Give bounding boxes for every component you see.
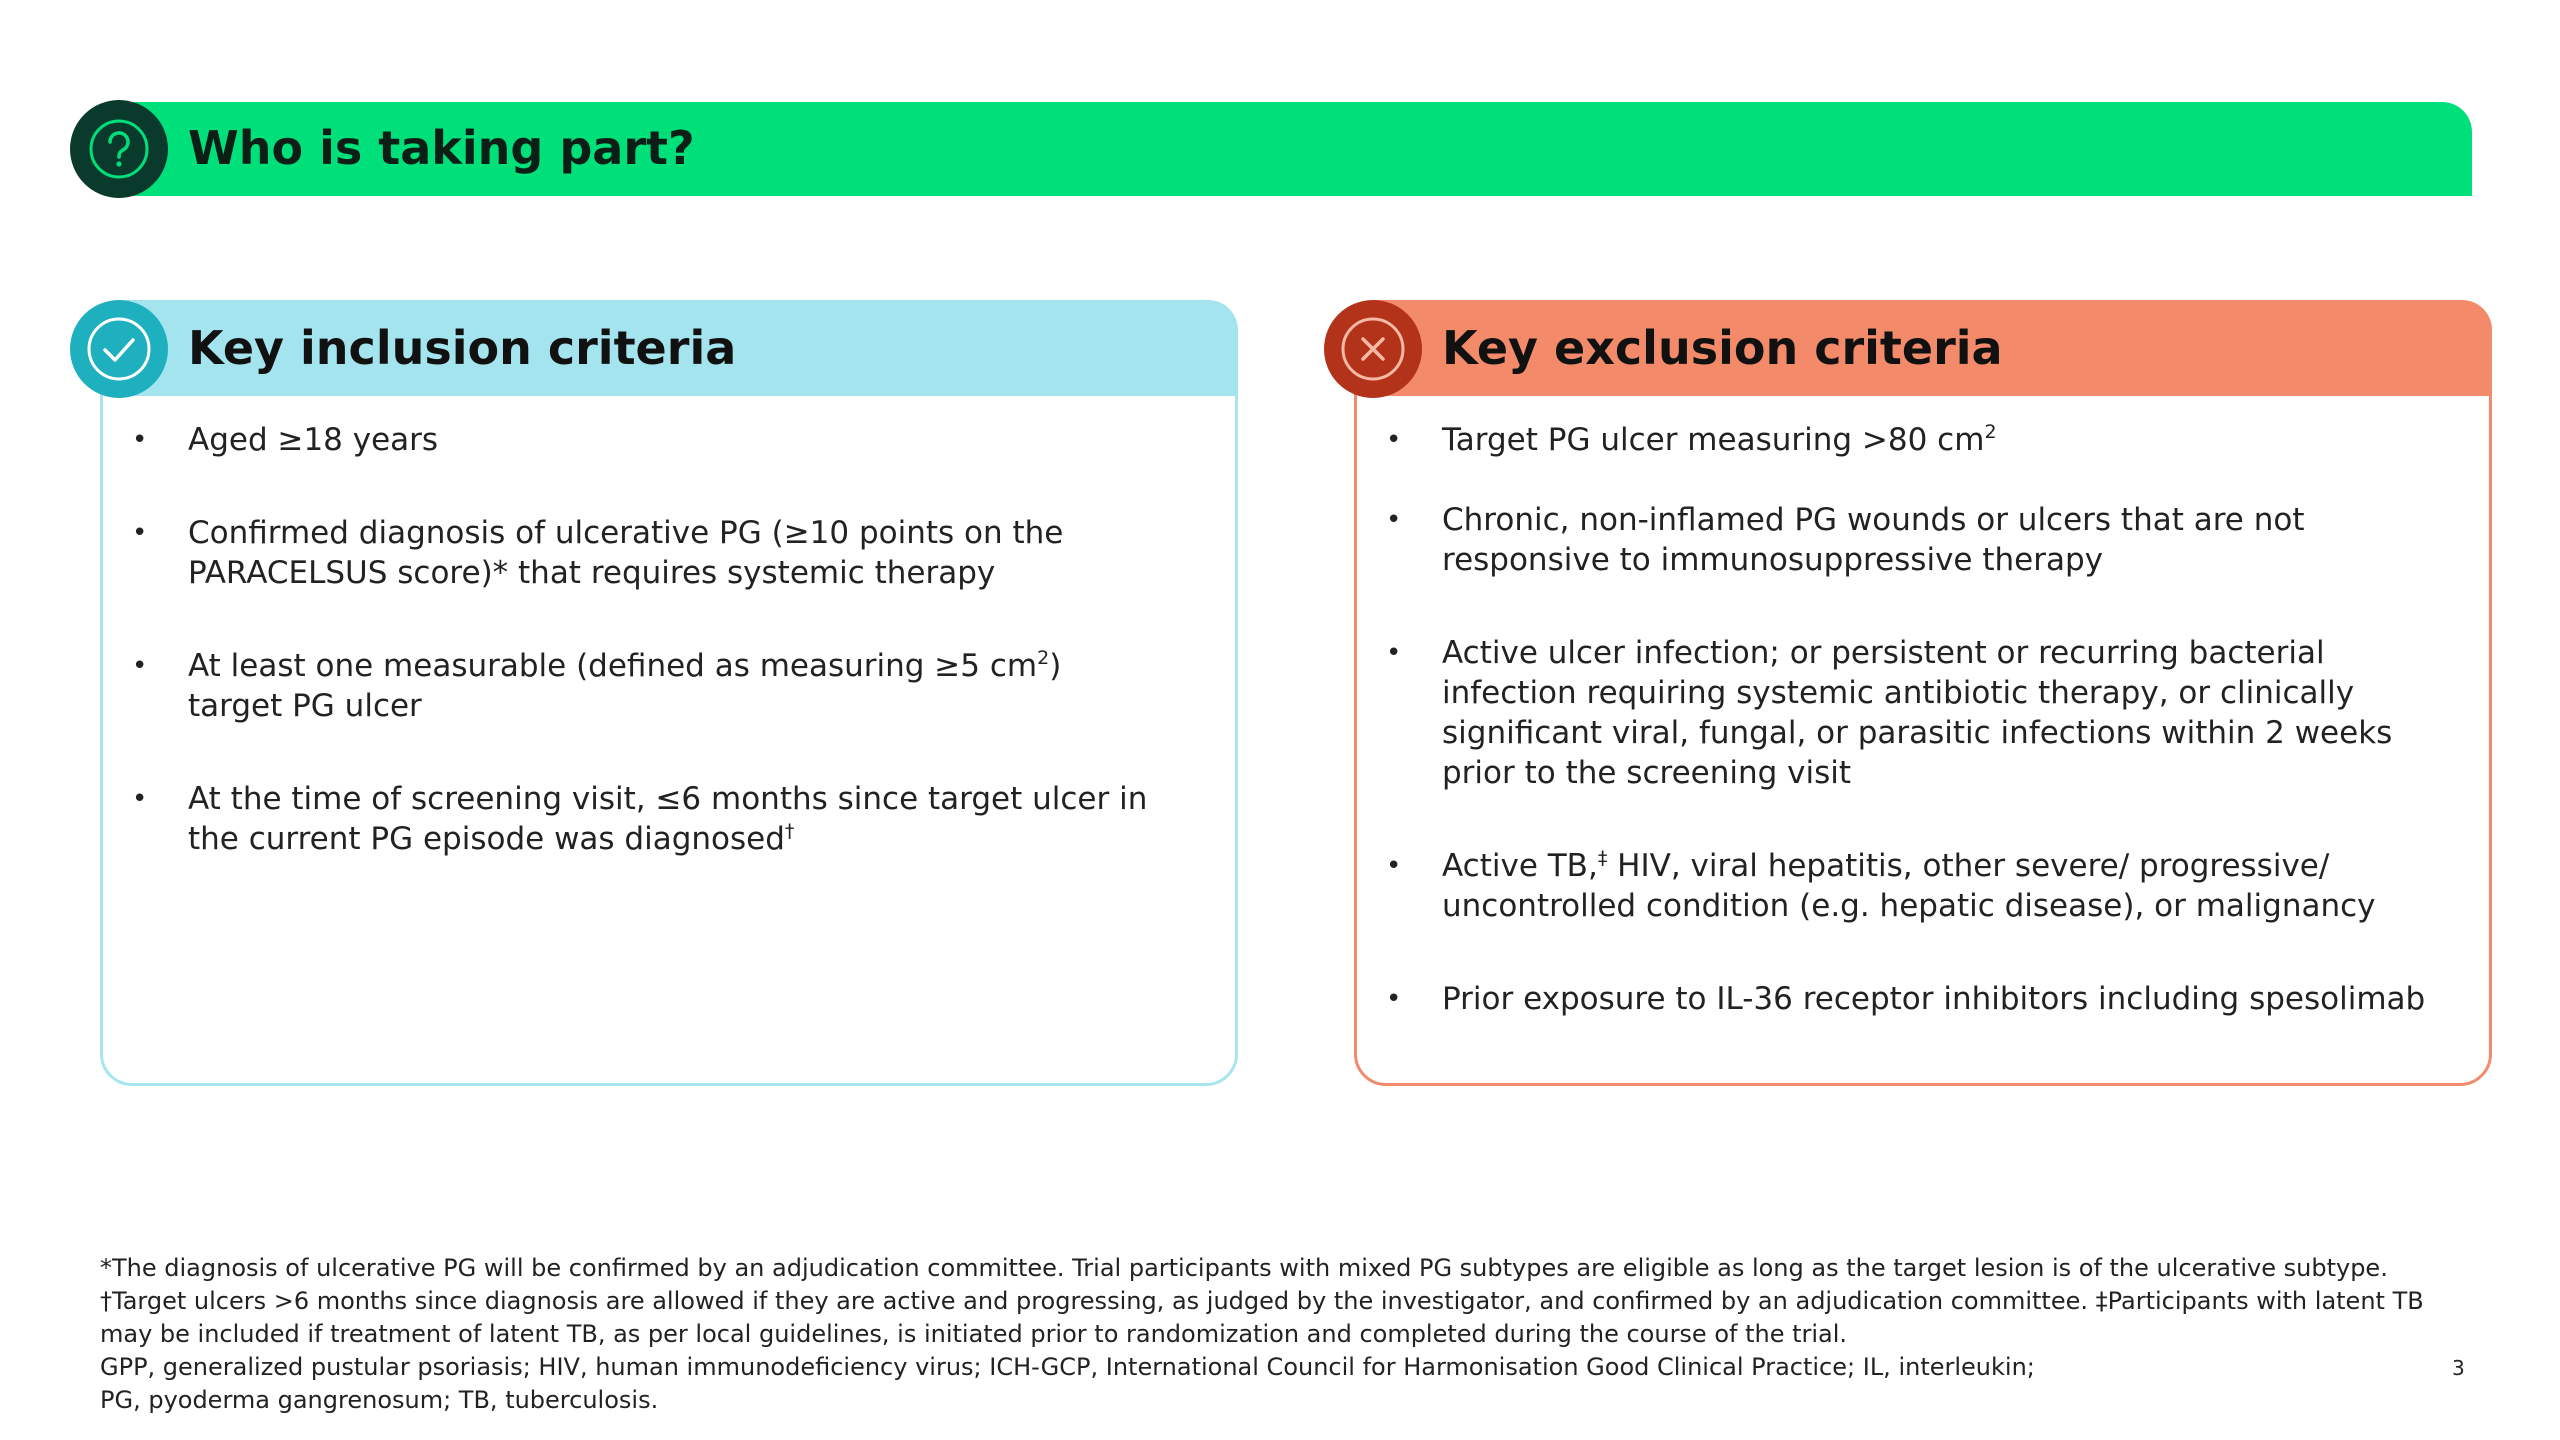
footnote-line: GPP, generalized pustular psoriasis; HIV, human immunodeficiency virus; ICH-GCP, International Council for Harmonisation Good Clinical Practice; IL, interleukin; <box>100 1353 2035 1381</box>
inclusion-card <box>70 300 1238 1086</box>
footnote-line: may be included if treatment of latent TB, as per local guidelines, is initiated prior to randomization and completed during the course of the trial. <box>100 1320 1848 1348</box>
list-item: • Confirmed diagnosis of ulcerative PG (≥10 points on the PARACELSUS score)* that requires systemic therapy <box>188 513 1178 593</box>
inclusion-list <box>188 420 1178 859</box>
question-mark-icon <box>70 100 168 198</box>
list-item: • Active ulcer infection; or persistent or recurring bacterial infection requiring systemic antibiotic therapy, or clinically significant viral, fungal, or parasitic infections within 2 weeks prior to the screening visit <box>1442 633 2432 793</box>
list-item: • Chronic, non-inflamed PG wounds or ulcers that are not responsive to immunosuppressive therapy <box>1442 500 2432 580</box>
list-item: • Active TB,‡ HIV, viral hepatitis, other severe/ progressive/ uncontrolled condition (e.g. hepatic disease), or malignancy <box>1442 846 2432 926</box>
exclusion-card <box>1324 300 2492 1086</box>
list-item: • Target PG ulcer measuring >80 $cm^2$ <box>1442 420 2432 460</box>
exclusion-list <box>1442 420 2432 1019</box>
x-mark-icon <box>1324 300 1422 398</box>
footnote-line: *The diagnosis of ulcerative PG will be confirmed by an adjudication committee. Trial participants with mixed PG subtypes are eligible as long as the target lesion is of the ulcerative subtype. <box>100 1254 2388 1282</box>
list-item: • At least one measurable (defined as measuring ≥5 $cm^2$) target PG ulcer <box>188 646 1178 726</box>
checkmark-icon <box>70 300 168 398</box>
banner-title: Who is taking part? <box>188 121 695 175</box>
list-item: • Aged ≥18 years <box>188 420 1178 460</box>
list-item: • Prior exposure to IL-36 receptor inhibitors including spesolimab <box>1442 979 2432 1019</box>
footnote-line: PG, pyoderma gangrenosum; TB, tuberculosis. <box>100 1386 659 1414</box>
footnote-line: †Target ulcers >6 months since diagnosis are allowed if they are active and progressing, as judged by the investigator, and confirmed by an adjudication committee. ‡Participants with latent TB <box>100 1287 2424 1315</box>
list-item: • At the time of screening visit, ≤6 months since target ulcer in the current PG episode was diagnosed† <box>188 779 1178 859</box>
inclusion-heading: Key inclusion criteria <box>188 321 737 375</box>
footnotes <box>100 1252 2480 1417</box>
exclusion-heading: Key exclusion criteria <box>1442 321 2003 375</box>
page-number: 3 <box>2452 1356 2465 1380</box>
section-banner <box>70 100 2472 198</box>
